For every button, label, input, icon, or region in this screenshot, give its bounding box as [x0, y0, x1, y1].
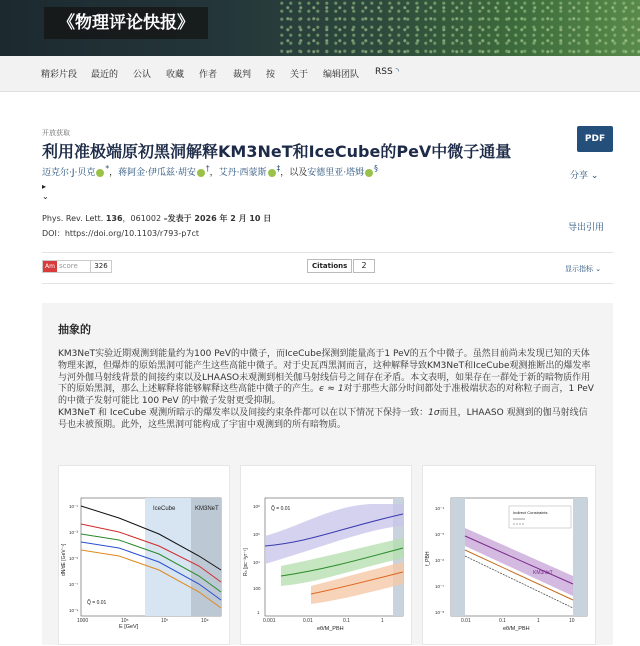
abstract-paragraph: KM3NeT实验近期观测到能量约为100 PeV的中微子，而IceCube探测到能量高于1 PeV的五个中微子。虽然目前尚未发现已知的天体物理来源，但爆炸的原始黑洞可能产生这些高能中微子。对于史瓦西黑洞而言，这种解释导致KM3NeT和IceCube观测推断出的爆发率与河外伽马射线背景的间接约束以及LHAASO未观测到相关伽马射线信号之间存在矛盾。本文表明，如果存在一群处于新的暗物质作用下的原始黑洞，那么上述解释将能够解释这些高能中微子的产生。: [58, 349, 591, 395]
share-button[interactable]: [570, 168, 598, 181]
main-nav: [0, 56, 640, 92]
altmetric-label: score: [59, 262, 78, 270]
divider: [42, 252, 613, 253]
tick-label: 10⁻⁴: [435, 506, 445, 511]
author-separator: ，: [209, 168, 219, 178]
abstract-section: [42, 303, 613, 645]
figure-annotation: Q̃ = 0.01: [271, 506, 291, 512]
tick-label: 10⁻⁵: [69, 556, 79, 561]
nav-press[interactable]: 按: [266, 70, 276, 80]
author-link[interactable]: 迈克尔·J·贝克: [42, 168, 96, 178]
tick-label: 0.1: [343, 618, 350, 624]
nav-referees[interactable]: 裁判: [233, 70, 252, 80]
tick-label: 10⁻⁵: [435, 532, 445, 537]
banner-decoration: [280, 0, 640, 56]
doi-link[interactable]: https://doi.org/10.1103/r793-p7ct: [64, 229, 199, 238]
tick-label: 10⁻⁶: [435, 558, 445, 563]
tick-label: 10⁶: [253, 532, 260, 537]
figure-2-thumbnail[interactable]: [240, 465, 412, 645]
figure-label: KM3NeT: [533, 570, 553, 576]
figure-label: IceCube: [153, 506, 176, 512]
journal-brand[interactable]: 《物理评论快报》: [44, 7, 208, 39]
tick-label: 1: [537, 618, 540, 624]
author-separator: ，: [109, 168, 119, 178]
pdf-button[interactable]: PDF: [577, 126, 613, 152]
math-inline: 1σ: [428, 407, 440, 418]
volume: 136: [105, 214, 123, 223]
author-list: [42, 164, 378, 178]
rss-icon: ◝: [395, 67, 400, 77]
nav-accepted[interactable]: 公认: [133, 70, 152, 80]
figure-annotation: Q̃ = 0.01: [87, 600, 107, 606]
nav-collections[interactable]: 收藏: [166, 70, 185, 80]
figure-1-plot: [59, 466, 231, 646]
abstract-paragraph: 对于那些大部分时间都处于准极端状态的对称粒子而言，1 PeV 的中微子发射可能比 100 PeV 的中微子发射更受抑制。: [58, 384, 594, 407]
tick-label: 10: [569, 618, 575, 624]
tick-label: 10⁴: [253, 560, 260, 565]
author-link[interactable]: 艾丹·西蒙斯: [218, 168, 267, 178]
article-number: ，061002: [122, 214, 162, 223]
figure-ylabel: Rₙ [pc⁻³yr⁻¹]: [243, 548, 249, 576]
tick-label: 10⁻⁹: [69, 608, 79, 613]
export-citation-button[interactable]: 导出引用: [568, 223, 605, 233]
author-footnote[interactable]: ‡: [276, 164, 281, 173]
tick-label: 10⁵: [121, 618, 129, 624]
author-link[interactable]: 蒋阿金·伊瓜兹·胡安: [118, 168, 196, 178]
abstract-text: [58, 349, 596, 432]
tick-label: 10⁷: [161, 618, 169, 624]
tick-label: 1: [381, 618, 384, 624]
share-label: 分享: [570, 171, 589, 181]
tick-label: 0.1: [499, 618, 506, 624]
journal-abbrev: Phys. Rev. Lett.: [42, 214, 104, 223]
tick-label: 10⁻¹: [69, 504, 78, 509]
article-title: 利用准极端原初黑洞解释KM3NeT和IceCube的PeV中微子通量: [42, 142, 512, 161]
tick-label: 10⁸: [253, 504, 260, 509]
tick-label: 10⁻⁷: [69, 582, 79, 587]
tick-label: 10⁹: [201, 618, 209, 624]
orcid-icon[interactable]: [96, 169, 104, 177]
abstract-paragraph: 而且，LHAASO 观测到的伽马射线信号也未被预期。此外，这些黑洞可能构成了宇宙中观测到的所有暗物质。: [58, 407, 588, 430]
orcid-icon[interactable]: [197, 169, 205, 177]
abstract-paragraph: KM3NeT 和 IceCube 观测所暗示的爆发率以及间接约束条件都可以在以下情况下保持一致：: [58, 407, 429, 418]
show-metrics-button[interactable]: [565, 264, 601, 274]
orcid-icon[interactable]: [268, 169, 276, 177]
abstract-heading: 抽象的: [58, 323, 91, 336]
chevron-down-icon: ⌄: [590, 171, 599, 181]
nav-authors[interactable]: 作者: [199, 70, 218, 80]
tick-label: 1000: [77, 618, 89, 624]
author-footnote[interactable]: *: [105, 164, 110, 173]
divider: [42, 283, 613, 284]
figure-ylabel: f_PBH: [425, 551, 431, 566]
km3net-band: [191, 498, 221, 616]
figure-xlabel: eθ/M_PBH: [317, 626, 344, 632]
orcid-icon[interactable]: [365, 169, 373, 177]
figure-label: KM3NeT: [195, 506, 219, 512]
figure-3-plot: [423, 466, 597, 646]
citations-badge[interactable]: Citations: [307, 259, 352, 273]
nav-about[interactable]: 关于: [290, 70, 309, 80]
altmetric-logo: Am: [43, 261, 57, 272]
nav-editorial-team[interactable]: 编辑团队: [323, 70, 360, 80]
author-separator: ，以及: [280, 168, 308, 178]
journal-banner: [0, 0, 640, 56]
tick-label: 100: [253, 586, 261, 591]
collapse-toggle[interactable]: ⌄: [42, 192, 49, 201]
author-footnote[interactable]: †: [205, 164, 210, 173]
figure-ylabel: dN/dE [GeV⁻¹]: [61, 543, 67, 576]
altmetric-score[interactable]: 326: [90, 260, 112, 273]
figure-1-thumbnail[interactable]: [58, 465, 230, 645]
nav-recent[interactable]: 最近的: [91, 70, 119, 80]
figure-xlabel: E [GeV]: [119, 624, 139, 630]
tick-label: 10⁻⁸: [435, 610, 445, 615]
math-inline: ϵ ≈ 1: [319, 384, 344, 395]
citation-line: [42, 213, 271, 224]
nav-rss-label: RSS: [375, 67, 393, 77]
citations-count[interactable]: 2: [353, 259, 375, 273]
metrics-label: 显示指标: [565, 265, 593, 273]
chevron-down-icon: ⌄: [595, 265, 602, 273]
article-type-label: 开放获取: [42, 129, 70, 137]
tick-label: 0.001: [263, 618, 276, 624]
publication-date: –发表于 2026 年 2 月 10 日: [163, 214, 272, 223]
tick-label: 10⁻⁷: [435, 584, 445, 589]
figure-xlabel: eθ/M_PBH: [503, 626, 530, 632]
tick-label: 1: [257, 610, 260, 615]
tick-label: 0.01: [303, 618, 313, 624]
tick-label: 10⁻³: [69, 530, 78, 535]
author-link[interactable]: 安德里亚·塔姆: [307, 168, 365, 178]
nav-highlights[interactable]: 精彩片段: [41, 70, 78, 80]
author-footnote[interactable]: §: [374, 164, 378, 173]
icecube-band: [145, 498, 191, 616]
doi-line: [42, 228, 199, 239]
figure-3-thumbnail[interactable]: [422, 465, 596, 645]
doi-label: DOI：: [42, 229, 65, 238]
tick-label: 0.01: [461, 618, 471, 624]
legend-title: Indirect Constraints: [513, 510, 548, 515]
expand-affiliations-toggle[interactable]: ▸: [42, 182, 47, 191]
figure-2-plot: [241, 466, 413, 646]
nav-rss[interactable]: [375, 67, 399, 77]
